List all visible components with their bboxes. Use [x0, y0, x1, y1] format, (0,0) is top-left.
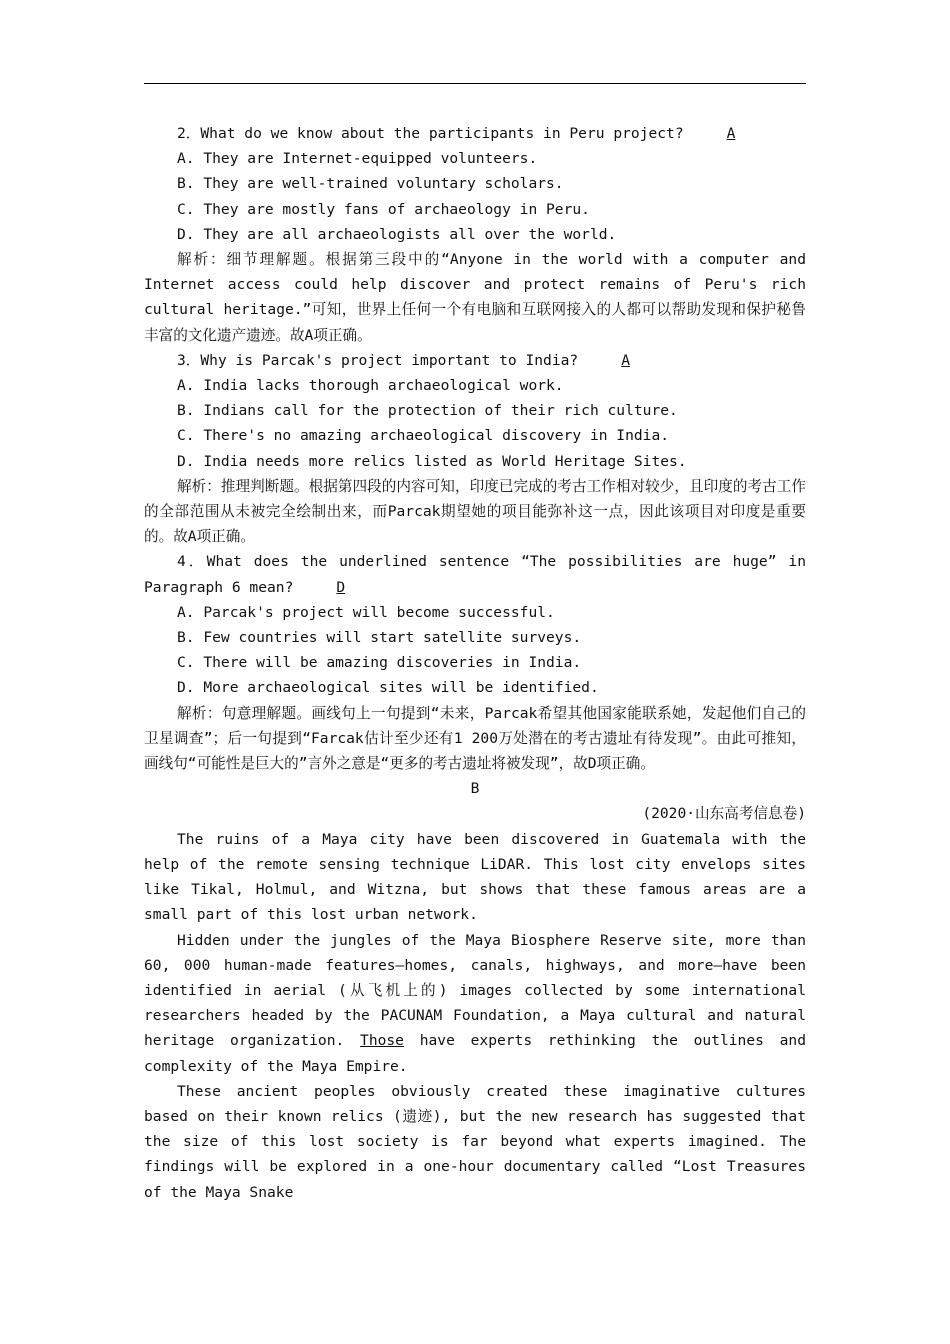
header-rule — [144, 83, 806, 84]
answer-blank: D — [336, 578, 346, 596]
question-2 — [144, 121, 806, 348]
section-b — [144, 776, 806, 1204]
option-b: B. They are well-trained voluntary scholars. — [177, 175, 564, 193]
question-stem — [144, 348, 806, 373]
option-d: D. They are all archaeologists all over the world. — [177, 225, 617, 243]
stem-text: 4．What does the underlined sentence “The possibilities are huge” in Paragraph 6 mean? — [144, 553, 806, 596]
stem-text: 3．Why is Parcak's project important to India? — [177, 351, 579, 369]
answer-blank: A — [621, 351, 630, 369]
underlined-word: Those — [360, 1032, 404, 1050]
paragraph-text: have experts rethinking the outlines and complexity of the Maya Empire. — [144, 1032, 807, 1075]
source-note: (2020·山东高考信息卷) — [642, 805, 806, 823]
question-stem — [144, 549, 806, 599]
option-c: C. There's no amazing archaeological discovery in India. — [177, 427, 670, 445]
option-d: D. More archaeological sites will be identified. — [177, 679, 599, 697]
passage-paragraph-2 — [144, 928, 806, 1079]
analysis: 解析：细节理解题。根据第三段中的“Anyone in the world with a computer and Internet access could help discover and protect remains of Peru's rich cultural heritage.”可知，世界上任何一个有电脑和互联网接入的人都可以帮助发现和保护秘鲁丰富的文化遗产遗迹。故A项正确。 — [144, 251, 806, 344]
option-d: D. India needs more relics listed as World Heritage Sites. — [177, 452, 687, 470]
analysis: 解析：推理判断题。根据第四段的内容可知，印度已完成的考古工作相对较少，且印度的考古工作的全部范围从未被完全绘制出来，而Parcak期望她的项目能弥补这一点，因此该项目对印度是重要的。故A项正确。 — [144, 477, 806, 546]
question-4 — [144, 549, 806, 776]
section-heading: B — [470, 780, 480, 798]
question-stem — [144, 121, 806, 146]
option-b: B. Few countries will start satellite surveys. — [177, 629, 582, 647]
passage-paragraph-3: These ancient peoples obviously created these imaginative cultures based on their known relics (遗迹), but the new research has suggested that the size of this lost society is far beyond what experts imagined. The findings will be explored in a one-hour documentary called “Lost Treasures of the Maya Snake — [144, 1082, 806, 1201]
option-c: C. They are mostly fans of archaeology in Peru. — [177, 200, 590, 218]
question-3 — [144, 348, 806, 550]
stem-text: 2．What do we know about the participants in Peru project? — [177, 125, 684, 142]
option-a: A. India lacks thorough archaeological work. — [177, 377, 564, 395]
option-a: A. Parcak's project will become successful. — [177, 603, 555, 621]
document-content — [144, 121, 806, 1205]
passage-paragraph-1: The ruins of a Maya city have been discovered in Guatemala with the help of the remote sensing technique LiDAR. This lost city envelops sites like Tikal, Holmul, and Witzna, but shows that these famous areas are a small part of this lost urban network. — [144, 830, 806, 924]
paragraph-text: Hidden under the jungles of the Maya Biosphere Reserve site, more than 60, 000 human-made features—homes, canals, highways, and more—have been identified in aerial (从飞机上的) images collected by some international researchers headed by the PACUNAM Foundation, a Maya cultural and natural heritage organization. — [144, 931, 806, 1050]
option-c: C. There will be amazing discoveries in India. — [177, 654, 582, 672]
option-a: A. They are Internet-equipped volunteers. — [177, 150, 538, 168]
answer-blank: A — [726, 125, 736, 142]
analysis: 解析：句意理解题。画线句上一句提到“未来，Parcak希望其他国家能联系她，发起他们自己的卫星调查”；后一句提到“Farcak估计至少还有1 200万处潜在的考古遗址有待发现”。由此可推知，画线句“可能性是巨大的”言外之意是“更多的考古遗址将被发现”，故D项正确。 — [144, 704, 806, 773]
option-b: B. Indians call for the protection of their rich culture. — [177, 402, 678, 420]
